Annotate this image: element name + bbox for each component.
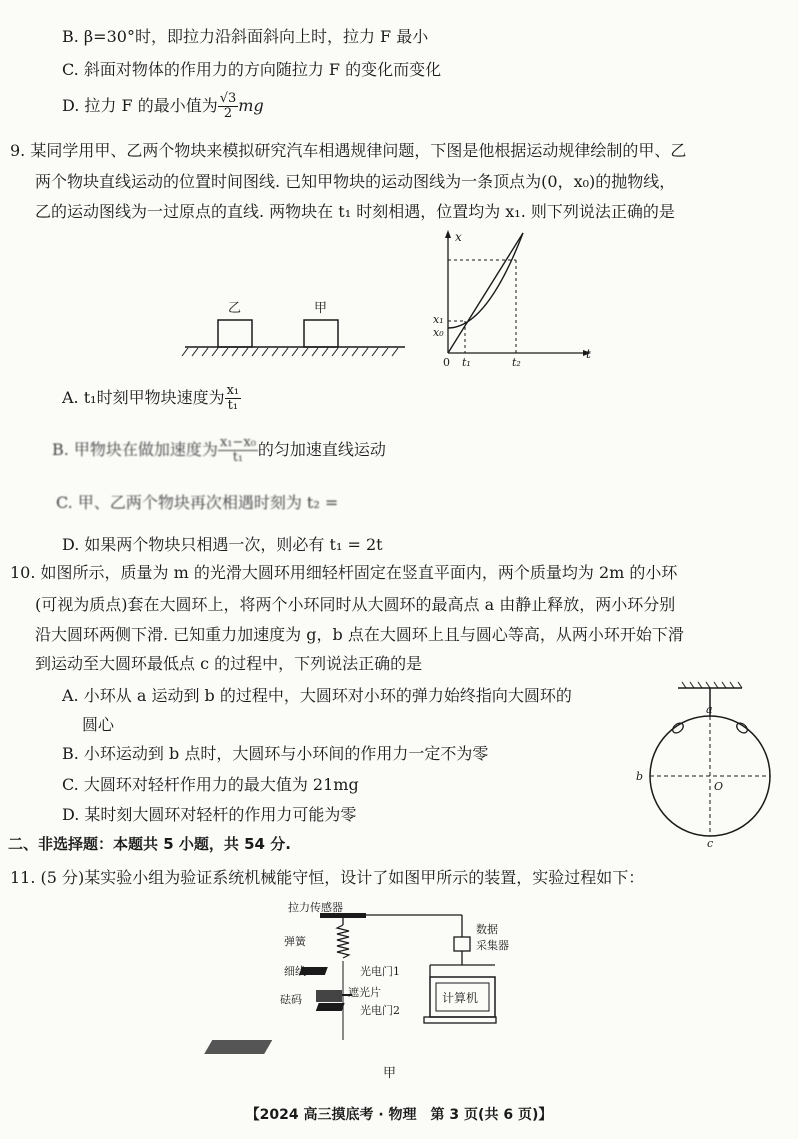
q10-option-c: C. 大圆环对轻杆作用力的最大值为 21mg xyxy=(62,775,359,794)
ring-label-o: O xyxy=(714,780,724,793)
q9-option-a-prefix: A. t₁时刻甲物块速度为 xyxy=(62,388,225,407)
q8-option-b: B. β=30°时，即拉力沿斜面斜向上时，拉力 F 最小 xyxy=(62,27,429,46)
label-weight: 砝码 xyxy=(280,993,302,1006)
q8-option-c: C. 斜面对物体的作用力的方向随拉力 F 的变化而变化 xyxy=(62,60,442,79)
label-force-sensor: 拉力传感器 xyxy=(288,901,343,914)
q9-option-b-den: t₁ xyxy=(232,450,244,465)
graph-t-axis-label: t xyxy=(586,347,591,361)
base-plate xyxy=(204,1040,272,1054)
graph-t2-label: t₂ xyxy=(512,356,521,369)
q9-option-b-num: x₁−x₀ xyxy=(219,435,256,450)
q10-stem-line3: 沿大圆环两侧下滑. 已知重力加速度为 g，b 点在大圆环上且与圆心等高，从两小环开始下滑 xyxy=(35,625,684,644)
graph-x1-label: x₁ xyxy=(433,313,444,326)
q10-option-b: B. 小环运动到 b 点时，大圆环与小环间的作用力一定不为零 xyxy=(62,744,489,763)
photogate-2 xyxy=(316,1003,345,1011)
graph-x-axis-label: x xyxy=(455,230,462,244)
page-footer: 【2024 高三摸底考 · 物理 第 3 页(共 6 页)】 xyxy=(245,1107,553,1123)
q9-xt-graph xyxy=(428,228,598,373)
label-thread: 细线 xyxy=(284,965,306,978)
q9-stem-line2: 两个物块直线运动的位置时间图线. 已知甲物块的运动图线为一条顶点为(0，x₀)的抛物线， xyxy=(35,172,676,191)
q8-option-d-den: 2 xyxy=(223,106,233,121)
q9-option-a xyxy=(62,384,241,413)
q9-option-d-text: D. 如果两个物块只相遇一次，则必有 t₁ = 2t xyxy=(62,535,383,554)
q10-stem-line4: 到运动至大圆环最低点 c 的过程中，下列说法正确的是 xyxy=(35,654,423,673)
q8-option-d xyxy=(62,92,264,121)
weight-block xyxy=(316,990,342,1002)
q8-option-d-prefix: D. 拉力 F 的最小值为 xyxy=(62,96,218,115)
q8-option-d-suffix: mg xyxy=(238,96,264,115)
q10-option-d: D. 某时刻大圆环对轻杆的作用力可能为零 xyxy=(62,805,357,824)
ring-label-a: a xyxy=(706,703,713,716)
q10-stem-line1: 10. 如图所示，质量为 m 的光滑大圆环用细轻杆固定在竖直平面内，两个质量均为 2m 的小环 xyxy=(10,563,678,582)
q9-option-b-fraction xyxy=(218,436,258,465)
label-photogate-2: 光电门2 xyxy=(360,1004,400,1017)
graph-t1-label: t₁ xyxy=(462,356,471,369)
label-data-1: 数据 xyxy=(476,923,498,936)
block-yi xyxy=(218,320,252,347)
q8-option-d-fraction xyxy=(218,92,239,121)
q9-stem-line1: 9. 某同学用甲、乙两个物块来模拟研究汽车相遇规律问题，下图是他根据运动规律绘制的甲、乙 xyxy=(10,141,687,160)
spring xyxy=(337,925,349,958)
q9-option-c: C. 甲、乙两个物块再次相遇时刻为 t₂ = xyxy=(56,493,339,512)
q10-stem-line2: (可视为质点)套在大圆环上，将两个小环同时从大圆环的最高点 a 由静止释放，两小环分别 xyxy=(35,595,676,614)
data-collector-box xyxy=(454,937,470,951)
graph-origin-label: 0 xyxy=(443,356,450,369)
q10-ring-figure xyxy=(630,680,790,850)
figure-caption-jia: 甲 xyxy=(383,1066,397,1081)
q9-option-a-num: x₁ xyxy=(226,383,240,398)
label-spring: 弹簧 xyxy=(284,935,306,948)
q9-option-b-suffix: 的匀加速直线运动 xyxy=(257,440,386,459)
q8-option-d-num: √3 xyxy=(219,91,237,106)
block-jia xyxy=(304,320,338,347)
q9-option-a-fraction xyxy=(225,384,242,413)
label-computer: 计算机 xyxy=(442,991,479,1005)
label-data-2: 采集器 xyxy=(476,939,509,952)
q9-stem-line3: 乙的运动图线为一过原点的直线. 两物块在 t₁ 时刻相遇，位置均为 x₁. 则下列说法正确的是 xyxy=(35,202,675,221)
section-2-heading: 二、非选择题：本题共 5 小题，共 54 分. xyxy=(8,835,291,853)
ring-label-c: c xyxy=(707,837,714,850)
graph-x0-label: x₀ xyxy=(433,326,444,339)
q9-option-b-text: B. 甲物块在做加速度为 xyxy=(52,440,218,459)
q10-option-a-line1: A. 小环从 a 运动到 b 的过程中，大圆环对小环的弹力始终指向大圆环的 xyxy=(62,686,572,705)
q11-stem-line1: 11. (5 分)某实验小组为验证系统机械能守恒，设计了如图甲所示的装置，实验过程如下： xyxy=(10,868,645,887)
label-shade: 遮光片 xyxy=(348,986,381,999)
q9-option-d xyxy=(62,532,383,555)
q10-option-a-line2: 圆心 xyxy=(82,715,115,734)
label-yi: 乙 xyxy=(228,301,242,316)
q9-option-a-den: t₁ xyxy=(227,398,239,413)
q9-option-b xyxy=(52,436,386,465)
label-photogate-1: 光电门1 xyxy=(360,965,400,978)
label-jia: 甲 xyxy=(314,301,328,316)
q11-apparatus-figure xyxy=(270,895,530,1090)
ring-label-b: b xyxy=(636,770,644,783)
q9-blocks-figure xyxy=(180,290,410,365)
